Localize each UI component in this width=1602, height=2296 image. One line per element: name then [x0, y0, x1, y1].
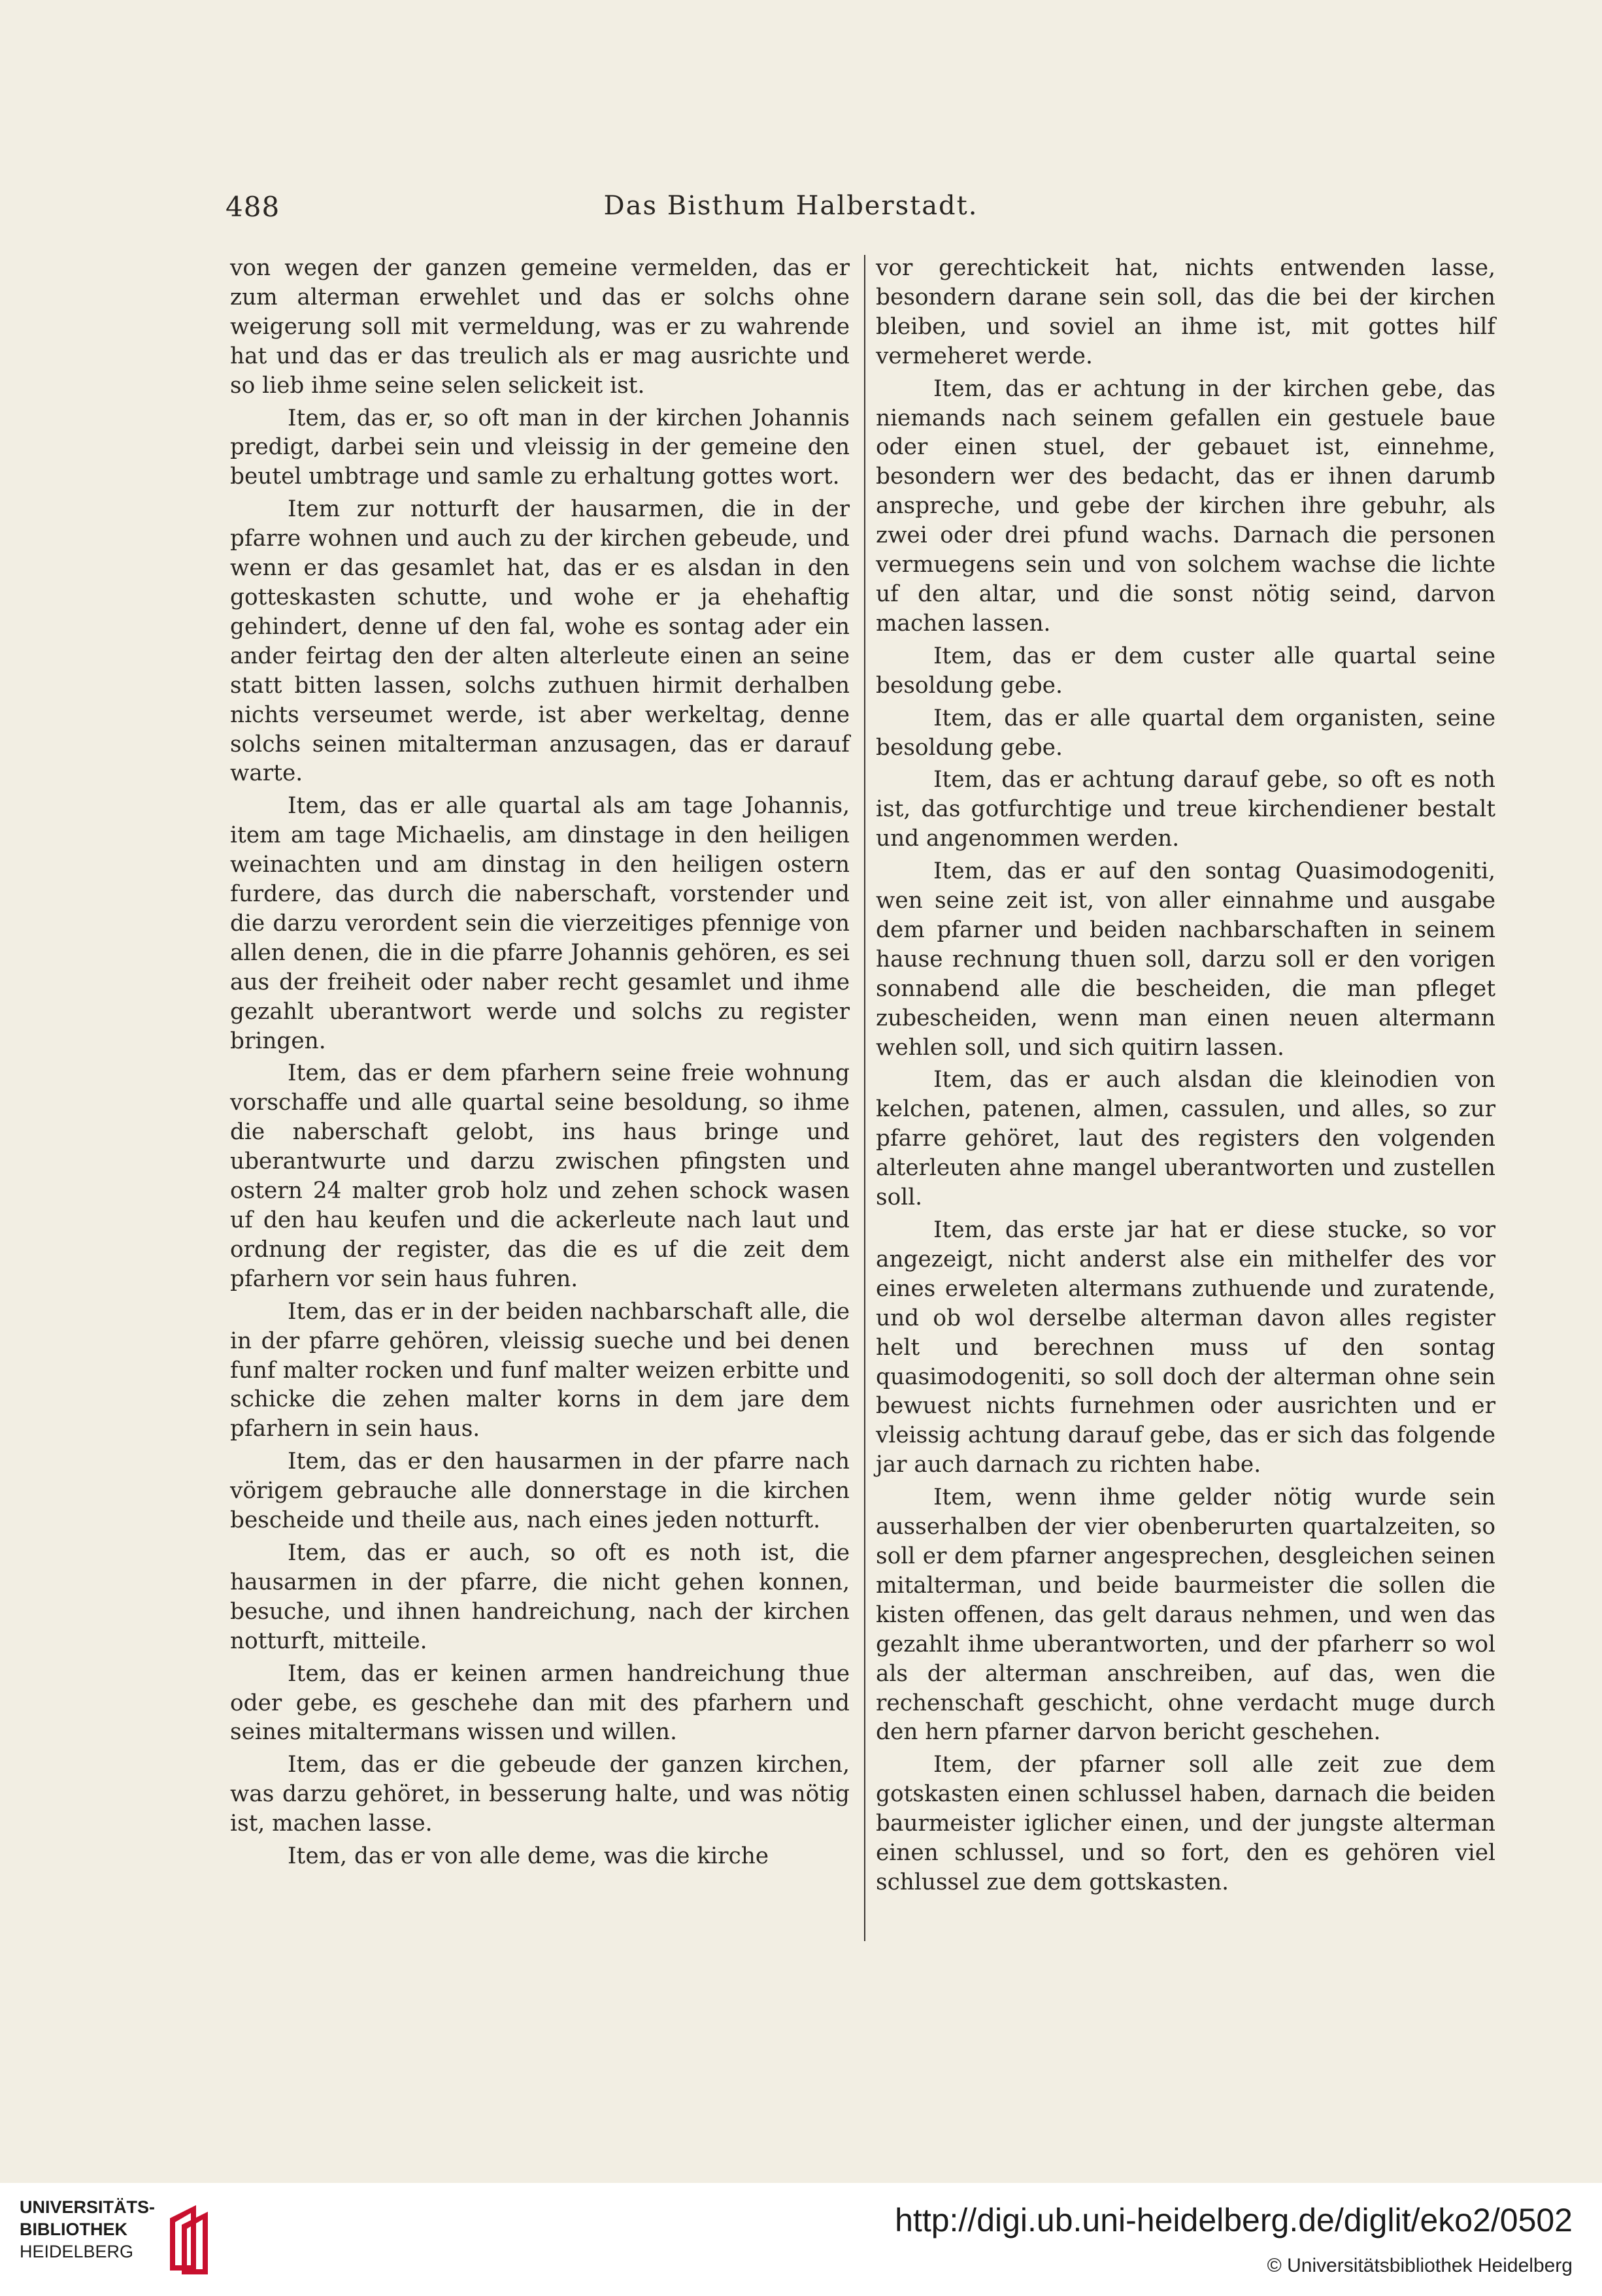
- paragraph: Item, das er den hausarmen in der pfarre nach vörigem gebrauche alle donnerstage in die kirchen bescheide und theile aus, nach eines jeden notturft.: [230, 1448, 850, 1534]
- paragraph: Item, wenn ihme gelder nötig wurde sein ausserhalben der vier obenberurten quartalzeiten, so soll er dem pfarner angesprechen, desgleichen seinen mitalterman, und beide baurmeister die sollen die kisten offenen, das gelt daraus nehmen, und wen das gezahlt ihme uberantworten, und der pfarherr so wol als der alterman anschreiben, auf das, wen die rechenschaft geschicht, ohne verdacht muge durch den hern pfarner darvon bericht geschehen.: [876, 1484, 1495, 1746]
- paragraph: Item, das er alle quartal als am tage Johannis, item am tage Michaelis, am dinstage in den heiligen weinachten und am dinstag in den heiligen ostern furdere, das durch die naberschaft, vorstender und die darzu verordent sein die vierzeitiges pfennige von allen denen, die in die pfarre Johannis gehören, es sei aus der freiheit oder naber recht gesamlet und ihme gezahlt uberantwort werde und solchs zu register bringen.: [230, 793, 850, 1054]
- paragraph: Item, das er achtung in der kirchen gebe, das niemands nach seinem gefallen ein gestuele baue oder einen stuel, der gebauet ist, einnehme, besondern wer des bedacht, das er ihnen darumb anspreche, und gebe der kirchen ihre gebuhr, als zwei oder drei pfund wachs. Darnach die personen vermuegens sein und von solchem wachse die lichte uf den altar, und die sonst nötig seind, darvon machen lassen.: [876, 375, 1495, 637]
- left-column: [230, 254, 850, 1871]
- logo-line: BIBLIOTHEK: [20, 2220, 127, 2239]
- paragraph: Item, das er in der beiden nachbarschaft alle, die in der pfarre gehören, vleissig sueche und bei denen funf malter rocken und funf malter weizen erbitte und schicke die zehen malter korns in dem jare dem pfarhern in sein haus.: [230, 1298, 850, 1442]
- paragraph: Item, das er alle quartal dem organisten, seine besoldung gebe.: [876, 705, 1495, 761]
- paragraph: Item, das er keinen armen handreichung thue oder gebe, es geschehe dan mit des pfarhern und seines mitaltermans wissen und willen.: [230, 1660, 850, 1746]
- paragraph: Item, das er achtung darauf gebe, so oft es noth ist, das gotfurchtige und treue kirchendiener bestalt und angenommen werden.: [876, 767, 1495, 852]
- running-title: Das Bisthum Halberstadt.: [603, 191, 978, 221]
- right-column: [876, 254, 1495, 1897]
- paragraph: Item, das er von alle deme, was die kirche: [288, 1843, 769, 1870]
- page-number: 488: [225, 191, 280, 223]
- paragraph: Item, das er die gebeude der ganzen kirchen, was darzu gehöret, in besserung halte, und was nötig ist, machen lasse.: [230, 1752, 850, 1837]
- paragraph: von wegen der ganzen gemeine vermelden, das er zum alterman erwehlet und das er solchs ohne weigerung soll mit vermeldung, was er zu wahrende hat und das er das treulich als er mag ausrichte und so lieb ihme seine selen selickeit ist.: [230, 255, 850, 399]
- library-logo[interactable]: [20, 2196, 255, 2288]
- page-header: [225, 191, 1356, 230]
- paragraph: Item, das er, so oft man in der kirchen Johannis predigt, darbei sein und vleissig in der gemeine den beutel umbtrage und samle zu erhaltung gottes wort.: [230, 405, 850, 490]
- paragraph: Item, das er auch alsdan die kleinodien von kelchen, patenen, almen, cassulen, und alles, so zur pfarre gehöret, laut des registers den volgenden alterleuten ahne mangel uberantworten und zustellen soll.: [876, 1067, 1495, 1211]
- paragraph: Item, das er auf den sontag Quasimodogeniti, wen seine zeit ist, von aller einnahme und ausgabe dem pfarner und beiden nachbarschaften in seinem hause rechnung thuen soll, darzu soll er den vorigen sonnabend alle die bescheiden, die man pfleget zubescheiden, wenn man einen neuen altermann wehlen soll, und sich quitirn lassen.: [876, 858, 1495, 1061]
- paragraph: Item, das er dem custer alle quartal seine besoldung gebe.: [876, 642, 1495, 699]
- paragraph: vor gerechtickeit hat, nichts entwenden lasse, besondern darane sein soll, das die bei der kirchen bleiben, und soviel an ihme ist, mit gottes hilf vermeheret werde.: [876, 255, 1495, 369]
- paragraph: Item zur notturft der hausarmen, die in der pfarre wohnen und auch zu der kirchen gebeude, und wenn er das gesamlet hat, das er es alsdan in den gotteskasten schutte, und wohe er ja ehehaftig gehindert, denne uf den fal, wohe es sontag ader ein ander feirtag den der alten alterleute einen an seine statt bitten lassen, solchs zuthuen hirmit derhalben nichts verseumet werde, ist aber werkeltag, denne solchs seinen mitalterman anzusagen, das er darauf warte.: [230, 496, 850, 787]
- column-divider: [864, 255, 865, 1941]
- permalink-url[interactable]: http://digi.ub.uni-heidelberg.de/diglit/eko2/0502: [895, 2202, 1573, 2238]
- copyright-notice: © Universitätsbibliothek Heidelberg: [1267, 2255, 1573, 2276]
- paragraph: Item, das erste jar hat er diese stucke, so vor angezeigt, nicht anderst alse ein mithelfer des vor eines erweleten altermans zuthuende und zuratende, und ob wol derselbe alterman davon alles register helt und berechnen muss uf den sontag quasimodogeniti, so soll doch der alterman ohne sein bewuest nichts furnehmen oder ausrichten und er vleissig achtung darauf gebe, das er sich das folgende jar auch darnach zu richten habe.: [876, 1217, 1495, 1478]
- logo-line: HEIDELBERG: [20, 2242, 134, 2261]
- library-emblem-icon: [157, 2199, 216, 2277]
- logo-wordmark: [20, 2196, 155, 2263]
- paragraph: Item, das er auch, so oft es noth ist, die hausarmen in der pfarre, die nicht gehen konnen, besuche, und ihnen handreichung, nach der kirchen notturft, mitteile.: [230, 1539, 850, 1654]
- paragraph: Item, das er dem pfarhern seine freie wohnung vorschaffe und alle quartal seine besoldung, so ihme die naberschaft gelobt, ins haus bringe und uberantwurte und darzu zwischen pfingsten und ostern 24 malter grob holz und zehen schock wasen uf den hau keufen und die ackerleute nach laut und ordnung der register, das die es uf die zeit dem pfarhern vor sein haus fuhren.: [230, 1060, 850, 1292]
- paragraph: Item, der pfarner soll alle zeit zue dem gotskasten einen schlussel haben, darnach die beiden baurmeister iglicher einen, und der jungste alterman einen schlussel, und so fort, den es gehören viel schlussel zue dem gottskasten.: [876, 1752, 1495, 1895]
- logo-line: UNIVERSITÄTS-: [20, 2197, 156, 2217]
